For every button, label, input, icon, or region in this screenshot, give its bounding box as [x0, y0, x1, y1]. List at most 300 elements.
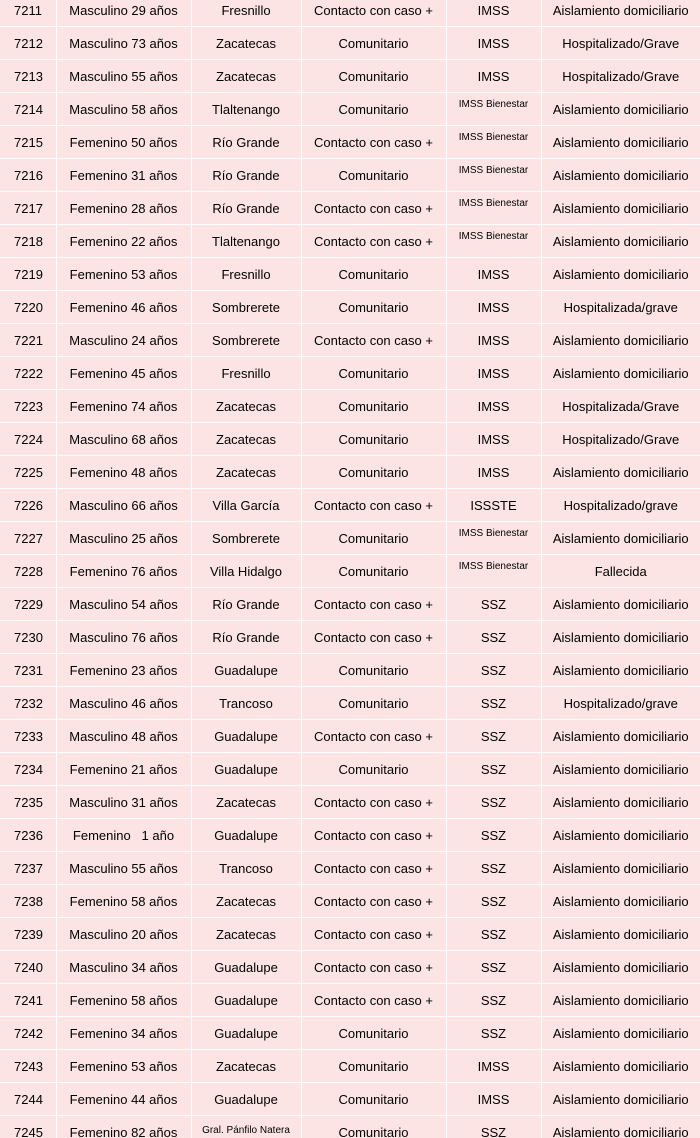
case-number-cell: [0, 621, 56, 654]
patient-cell: [56, 423, 191, 456]
case-number-cell: [0, 1050, 56, 1083]
institution-cell-text: SSZ: [480, 992, 507, 1008]
patient-cell: [56, 159, 191, 192]
municipality-cell-text: Guadalupe: [214, 959, 278, 975]
municipality-cell-text: Fresnillo: [221, 2, 271, 18]
status-cell-text: Hospitalizado/Grave: [562, 431, 680, 447]
table-row: [0, 159, 700, 192]
municipality-cell: [191, 258, 301, 291]
municipality-cell-text: Guadalupe: [214, 1025, 278, 1041]
transmission-type-cell: [301, 522, 446, 555]
transmission-type-cell: [301, 819, 446, 852]
patient-cell-text: Femenino 82 años: [69, 1124, 178, 1138]
transmission-type-cell-text: Comunitario: [338, 662, 409, 678]
institution-cell-text: SSZ: [480, 695, 507, 711]
municipality-cell-text: Tlaltenango: [212, 101, 280, 117]
status-cell: [541, 522, 700, 555]
case-number-cell: [0, 0, 56, 27]
patient-cell: [56, 885, 191, 918]
patient-cell-text: Femenino 46 años: [69, 299, 178, 315]
transmission-type-cell: [301, 258, 446, 291]
institution-cell-text: IMSS: [477, 398, 510, 414]
municipality-cell: [191, 0, 301, 27]
transmission-type-cell: [301, 1116, 446, 1138]
patient-cell-text: Masculino 29 años: [69, 2, 178, 18]
table-row: [0, 786, 700, 819]
patient-cell-text: Femenino 21 años: [69, 761, 178, 777]
case-number-cell-text: 7239: [14, 926, 43, 942]
patient-cell: [56, 753, 191, 786]
municipality-cell: [191, 1050, 301, 1083]
case-number-cell-text: 7232: [14, 695, 43, 711]
institution-cell: [446, 621, 541, 654]
case-number-cell: [0, 720, 56, 753]
status-cell: [541, 489, 700, 522]
transmission-type-cell: [301, 588, 446, 621]
transmission-type-cell: [301, 786, 446, 819]
transmission-type-cell: [301, 93, 446, 126]
case-number-cell: [0, 555, 56, 588]
institution-cell: [446, 159, 541, 192]
municipality-cell-text: Sombrerete: [212, 299, 280, 315]
transmission-type-cell: [301, 1050, 446, 1083]
institution-cell: [446, 522, 541, 555]
case-number-cell: [0, 1116, 56, 1138]
table-row: [0, 852, 700, 885]
status-cell: [541, 852, 700, 885]
institution-cell: [446, 753, 541, 786]
table-row: [0, 258, 700, 291]
patient-cell: [56, 621, 191, 654]
transmission-type-cell-text: Comunitario: [338, 563, 409, 579]
table-row: [0, 720, 700, 753]
status-cell-text: Aislamiento domiciliario: [552, 365, 689, 381]
status-cell-text: Aislamiento domiciliario: [552, 167, 689, 183]
transmission-type-cell-text: Contacto con caso +: [314, 728, 433, 744]
patient-cell-text: Femenino 74 años: [69, 398, 178, 414]
case-number-cell: [0, 60, 56, 93]
patient-cell-text: Femenino 50 años: [69, 134, 178, 150]
status-cell: [541, 687, 700, 720]
table-row: [0, 423, 700, 456]
status-cell-text: Hospitalizada/Grave: [562, 398, 680, 414]
patient-cell-text: Masculino 55 años: [69, 860, 178, 876]
institution-cell-text: IMSS: [477, 35, 510, 51]
table-row: [0, 0, 700, 27]
status-cell-text: Aislamiento domiciliario: [552, 794, 689, 810]
patient-cell-text: Femenino 1 año: [72, 827, 175, 843]
status-cell: [541, 918, 700, 951]
institution-cell: [446, 654, 541, 687]
case-number-cell: [0, 1017, 56, 1050]
institution-cell: [446, 423, 541, 456]
institution-cell-text: IMSS: [477, 1091, 510, 1107]
status-cell-text: Aislamiento domiciliario: [552, 959, 689, 975]
status-cell-text: Aislamiento domiciliario: [552, 629, 689, 645]
institution-cell: [446, 720, 541, 753]
table-row: [0, 60, 700, 93]
case-number-cell-text: 7218: [14, 233, 43, 249]
status-cell: [541, 324, 700, 357]
institution-cell: [446, 786, 541, 819]
status-cell-text: Aislamiento domiciliario: [552, 1091, 689, 1107]
table-row: [0, 522, 700, 555]
institution-cell: [446, 357, 541, 390]
patient-cell-text: Masculino 58 años: [69, 101, 178, 117]
municipality-cell: [191, 489, 301, 522]
municipality-cell: [191, 687, 301, 720]
transmission-type-cell: [301, 753, 446, 786]
status-cell: [541, 126, 700, 159]
status-cell: [541, 1050, 700, 1083]
case-number-cell-text: 7216: [14, 167, 43, 183]
institution-cell: [446, 489, 541, 522]
patient-cell-text: Masculino 24 años: [69, 332, 178, 348]
case-number-cell-text: 7240: [14, 959, 43, 975]
status-cell-text: Aislamiento domiciliario: [552, 662, 689, 678]
institution-cell-text: SSZ: [480, 596, 507, 612]
patient-cell-text: Masculino 76 años: [69, 629, 178, 645]
transmission-type-cell-text: Comunitario: [338, 266, 409, 282]
municipality-cell: [191, 126, 301, 159]
institution-cell: [446, 390, 541, 423]
transmission-type-cell: [301, 984, 446, 1017]
transmission-type-cell: [301, 885, 446, 918]
municipality-cell: [191, 1083, 301, 1116]
municipality-cell: [191, 852, 301, 885]
institution-cell-text: SSZ: [480, 926, 507, 942]
patient-cell: [56, 192, 191, 225]
status-cell: [541, 588, 700, 621]
status-cell: [541, 291, 700, 324]
status-cell: [541, 60, 700, 93]
municipality-cell-text: Guadalupe: [214, 728, 278, 744]
transmission-type-cell: [301, 324, 446, 357]
case-number-cell: [0, 390, 56, 423]
case-number-cell-text: 7220: [14, 299, 43, 315]
institution-cell-text: SSZ: [480, 662, 507, 678]
transmission-type-cell-text: Comunitario: [338, 1124, 409, 1138]
institution-cell-text: SSZ: [480, 827, 507, 843]
patient-cell-text: Masculino 34 años: [69, 959, 178, 975]
table-row: [0, 291, 700, 324]
status-cell: [541, 1116, 700, 1138]
municipality-cell-text: Tlaltenango: [212, 233, 280, 249]
status-cell-text: Aislamiento domiciliario: [552, 761, 689, 777]
municipality-cell-text: Río Grande: [212, 167, 280, 183]
patient-cell: [56, 390, 191, 423]
institution-cell-text: SSZ: [480, 1124, 507, 1138]
institution-cell: [446, 819, 541, 852]
transmission-type-cell-text: Contacto con caso +: [314, 992, 433, 1008]
case-number-cell-text: 7211: [14, 2, 42, 18]
table-row: [0, 192, 700, 225]
case-number-cell: [0, 687, 56, 720]
municipality-cell-text: Zacatecas: [216, 1058, 276, 1074]
patient-cell: [56, 1050, 191, 1083]
transmission-type-cell-text: Comunitario: [338, 398, 409, 414]
patient-cell-text: Femenino 23 años: [69, 662, 178, 678]
status-cell-text: Aislamiento domiciliario: [552, 101, 689, 117]
patient-cell-text: Femenino 53 años: [69, 1058, 178, 1074]
table-row: [0, 357, 700, 390]
municipality-cell-text: Villa García: [212, 497, 280, 513]
municipality-cell-text: Zacatecas: [216, 68, 276, 84]
status-cell-text: Aislamiento domiciliario: [552, 134, 689, 150]
case-number-cell: [0, 27, 56, 60]
case-number-cell-text: 7238: [14, 893, 43, 909]
status-cell: [541, 159, 700, 192]
case-number-cell: [0, 819, 56, 852]
transmission-type-cell-text: Contacto con caso +: [314, 200, 433, 216]
status-cell-text: Aislamiento domiciliario: [552, 1058, 689, 1074]
institution-cell-text: SSZ: [480, 1025, 507, 1041]
case-number-cell: [0, 291, 56, 324]
municipality-cell-text: Zacatecas: [216, 431, 276, 447]
patient-cell: [56, 357, 191, 390]
institution-cell-text: IMSS Bienestar: [458, 164, 529, 176]
municipality-cell: [191, 819, 301, 852]
status-cell: [541, 456, 700, 489]
table-row: [0, 885, 700, 918]
institution-cell-text: IMSS Bienestar: [458, 560, 529, 572]
transmission-type-cell: [301, 225, 446, 258]
municipality-cell: [191, 621, 301, 654]
status-cell: [541, 423, 700, 456]
status-cell-text: Aislamiento domiciliario: [552, 728, 689, 744]
municipality-cell: [191, 951, 301, 984]
case-number-cell: [0, 93, 56, 126]
table-row: [0, 918, 700, 951]
patient-cell-text: Masculino 25 años: [69, 530, 178, 546]
institution-cell-text: SSZ: [480, 794, 507, 810]
case-number-cell: [0, 918, 56, 951]
municipality-cell: [191, 225, 301, 258]
status-cell-text: Aislamiento domiciliario: [552, 860, 689, 876]
status-cell: [541, 93, 700, 126]
table-row: [0, 225, 700, 258]
municipality-cell-text: Zacatecas: [216, 794, 276, 810]
status-cell: [541, 753, 700, 786]
transmission-type-cell: [301, 192, 446, 225]
status-cell-text: Hospitalizada/grave: [563, 299, 678, 315]
municipality-cell: [191, 885, 301, 918]
transmission-type-cell-text: Comunitario: [338, 431, 409, 447]
municipality-cell-text: Río Grande: [212, 596, 280, 612]
municipality-cell: [191, 423, 301, 456]
status-cell: [541, 1083, 700, 1116]
patient-cell: [56, 93, 191, 126]
municipality-cell-text: Fresnillo: [221, 365, 271, 381]
table-row: [0, 324, 700, 357]
patient-cell-text: Femenino 45 años: [69, 365, 178, 381]
transmission-type-cell-text: Comunitario: [338, 299, 409, 315]
status-cell-text: Aislamiento domiciliario: [552, 2, 689, 18]
patient-cell: [56, 951, 191, 984]
status-cell: [541, 225, 700, 258]
institution-cell-text: IMSS Bienestar: [458, 131, 529, 143]
transmission-type-cell-text: Comunitario: [338, 761, 409, 777]
case-number-cell-text: 7245: [14, 1124, 43, 1138]
transmission-type-cell-text: Contacto con caso +: [314, 959, 433, 975]
case-number-cell-text: 7231: [14, 662, 43, 678]
transmission-type-cell-text: Comunitario: [338, 695, 409, 711]
table-row: [0, 687, 700, 720]
patient-cell: [56, 984, 191, 1017]
case-number-cell-text: 7224: [14, 431, 43, 447]
municipality-cell: [191, 753, 301, 786]
transmission-type-cell-text: Comunitario: [338, 1058, 409, 1074]
case-number-cell: [0, 852, 56, 885]
municipality-cell: [191, 291, 301, 324]
case-number-cell-text: 7228: [14, 563, 43, 579]
case-number-cell: [0, 654, 56, 687]
patient-cell: [56, 687, 191, 720]
institution-cell: [446, 225, 541, 258]
institution-cell-text: IMSS Bienestar: [458, 98, 529, 110]
table-row: [0, 555, 700, 588]
table-row: [0, 456, 700, 489]
municipality-cell-text: Guadalupe: [214, 662, 278, 678]
municipality-cell: [191, 93, 301, 126]
case-number-cell: [0, 588, 56, 621]
case-number-cell-text: 7225: [14, 464, 43, 480]
transmission-type-cell: [301, 1083, 446, 1116]
case-number-cell: [0, 258, 56, 291]
status-cell-text: Aislamiento domiciliario: [552, 464, 689, 480]
patient-cell-text: Masculino 54 años: [69, 596, 178, 612]
institution-cell: [446, 852, 541, 885]
status-cell: [541, 819, 700, 852]
transmission-type-cell: [301, 159, 446, 192]
case-number-cell-text: 7234: [14, 761, 43, 777]
patient-cell: [56, 1116, 191, 1138]
municipality-cell-text: Sombrerete: [212, 332, 280, 348]
institution-cell: [446, 1116, 541, 1138]
institution-cell: [446, 588, 541, 621]
municipality-cell: [191, 390, 301, 423]
table-row: [0, 819, 700, 852]
municipality-cell: [191, 720, 301, 753]
case-number-cell-text: 7237: [14, 860, 43, 876]
municipality-cell: [191, 27, 301, 60]
patient-cell-text: Masculino 20 años: [69, 926, 178, 942]
municipality-cell: [191, 555, 301, 588]
institution-cell: [446, 951, 541, 984]
status-cell: [541, 1017, 700, 1050]
transmission-type-cell: [301, 60, 446, 93]
municipality-cell-text: Río Grande: [212, 629, 280, 645]
municipality-cell-text: Zacatecas: [216, 464, 276, 480]
institution-cell-text: SSZ: [480, 761, 507, 777]
transmission-type-cell: [301, 456, 446, 489]
transmission-type-cell-text: Comunitario: [338, 68, 409, 84]
municipality-cell-text: Trancoso: [219, 860, 273, 876]
institution-cell-text: SSZ: [480, 860, 507, 876]
municipality-cell: [191, 456, 301, 489]
institution-cell: [446, 1017, 541, 1050]
municipality-cell-text: Río Grande: [212, 134, 280, 150]
transmission-type-cell-text: Contacto con caso +: [314, 2, 433, 18]
case-number-cell: [0, 225, 56, 258]
transmission-type-cell: [301, 654, 446, 687]
status-cell-text: Aislamiento domiciliario: [552, 233, 689, 249]
institution-cell-text: IMSS Bienestar: [458, 230, 529, 242]
transmission-type-cell: [301, 126, 446, 159]
case-number-cell: [0, 159, 56, 192]
case-number-cell: [0, 984, 56, 1017]
case-number-cell-text: 7244: [14, 1091, 43, 1107]
patient-cell-text: Masculino 66 años: [69, 497, 178, 513]
patient-cell-text: Masculino 73 años: [69, 35, 178, 51]
case-number-cell: [0, 786, 56, 819]
case-number-cell-text: 7230: [14, 629, 43, 645]
municipality-cell: [191, 786, 301, 819]
patient-cell: [56, 126, 191, 159]
transmission-type-cell-text: Comunitario: [338, 530, 409, 546]
municipality-cell-text: Zacatecas: [216, 35, 276, 51]
municipality-cell: [191, 357, 301, 390]
institution-cell-text: IMSS: [477, 266, 510, 282]
status-cell: [541, 654, 700, 687]
municipality-cell: [191, 588, 301, 621]
municipality-cell: [191, 654, 301, 687]
table-row: [0, 489, 700, 522]
transmission-type-cell-text: Contacto con caso +: [314, 860, 433, 876]
case-number-cell-text: 7221: [14, 332, 43, 348]
table-row: [0, 1116, 700, 1138]
transmission-type-cell: [301, 555, 446, 588]
municipality-cell: [191, 60, 301, 93]
transmission-type-cell: [301, 291, 446, 324]
status-cell-text: Fallecida: [594, 563, 647, 579]
status-cell: [541, 720, 700, 753]
status-cell: [541, 357, 700, 390]
patient-cell-text: Masculino 31 años: [69, 794, 178, 810]
transmission-type-cell: [301, 0, 446, 27]
case-number-cell: [0, 885, 56, 918]
case-number-cell: [0, 126, 56, 159]
transmission-type-cell-text: Contacto con caso +: [314, 332, 433, 348]
municipality-cell-text: Fresnillo: [221, 266, 271, 282]
status-cell: [541, 192, 700, 225]
municipality-cell: [191, 159, 301, 192]
case-number-cell-text: 7222: [14, 365, 43, 381]
institution-cell-text: IMSS: [477, 68, 510, 84]
case-number-cell-text: 7227: [14, 530, 43, 546]
case-number-cell: [0, 357, 56, 390]
patient-cell: [56, 819, 191, 852]
patient-cell-text: Femenino 22 años: [69, 233, 178, 249]
patient-cell: [56, 456, 191, 489]
patient-cell-text: Masculino 68 años: [69, 431, 178, 447]
patient-cell: [56, 720, 191, 753]
case-number-cell: [0, 456, 56, 489]
institution-cell-text: ISSSTE: [470, 497, 517, 513]
patient-cell: [56, 27, 191, 60]
case-number-cell-text: 7242: [14, 1025, 43, 1041]
case-number-cell-text: 7236: [14, 827, 43, 843]
institution-cell-text: IMSS: [477, 464, 510, 480]
transmission-type-cell-text: Contacto con caso +: [314, 596, 433, 612]
transmission-type-cell-text: Comunitario: [338, 365, 409, 381]
institution-cell-text: IMSS: [477, 332, 510, 348]
transmission-type-cell-text: Contacto con caso +: [314, 497, 433, 513]
transmission-type-cell-text: Comunitario: [338, 464, 409, 480]
municipality-cell: [191, 192, 301, 225]
municipality-cell-text: Guadalupe: [214, 761, 278, 777]
table-row: [0, 1017, 700, 1050]
